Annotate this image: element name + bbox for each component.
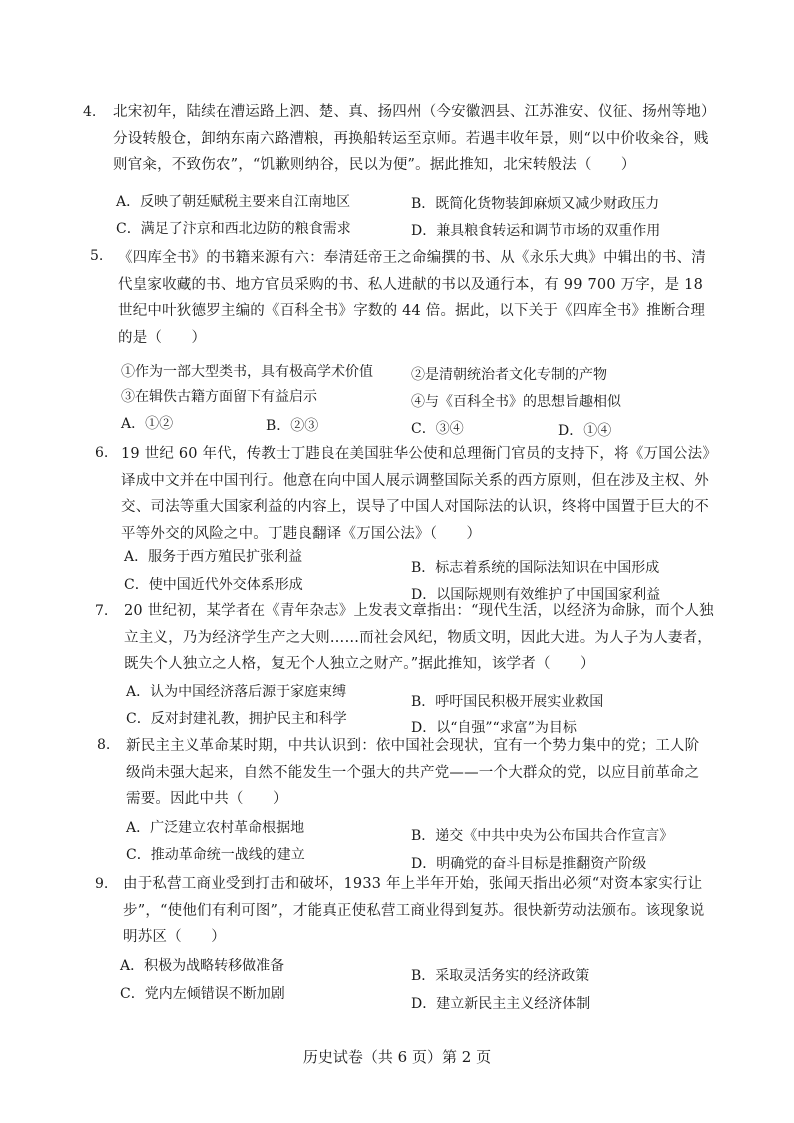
option-b[interactable]: B．呼吁国民积极开展实业救国 [411, 694, 604, 710]
option-c[interactable]: C．③④ [411, 421, 464, 437]
option-b[interactable]: B．递交《中共中央为公布国共合作宣言》 [411, 828, 674, 844]
option-d[interactable]: D．明确党的奋斗目标是推翻资产阶级 [411, 856, 647, 872]
question-stem: 由于私营工商业受到打击和破坏，1933 年上半年开始，张闻天指出必须“对资本家实行让步”，“使他们有利可图”，才能真正使私营工商业得到复苏。很快新劳动法颁布。该现象说明苏区（ ） [123, 876, 705, 945]
statement-4: ④与《百科全书》的思想旨趣相似 [411, 394, 621, 410]
option-b[interactable]: B．采取灵活务实的经济政策 [411, 968, 590, 984]
question-stem: 《四库全书》的书籍来源有六：奉清廷帝王之命编撰的书、从《永乐大典》中辑出的书、清代皇家收藏的书、地方官员采购的书、私人进献的书以及通行本，有 99 700 万字，是 18 世纪中叶狄德罗主编的《百科全书》字数的 44 倍。据此，以下关于《四库全书》推断合理的是（ ） [118, 250, 706, 346]
option-b[interactable]: B．既简化货物装卸麻烦又减少财政压力 [411, 196, 660, 212]
question-number: 8. [97, 737, 111, 753]
option-d[interactable]: D．以国际规则有效维护了中国国家利益 [411, 587, 661, 603]
question-number: 9. [95, 876, 109, 892]
option-b[interactable]: B．②③ [266, 418, 319, 434]
question-stem: 19 世纪 60 年代，传教士丁韪良在美国驻华公使和总理衙门官员的支持下，将《万国公法》译成中文并在中国刊行。他意在向中国人展示调整国际关系的西方原则，但在涉及主权、外交、司法等重大国家利益的内容上，误导了中国人对国际法的认识，终将中国置于巨大的不平等外交的风险之中。丁韪良翻译《万国公法》（ ） [121, 446, 718, 542]
option-c[interactable]: C．反对封建礼教，拥护民主和科学 [126, 711, 347, 727]
option-a[interactable]: A．认为中国经济落后源于家庭束缚 [126, 684, 347, 700]
question-stem: 北宋初年，陆续在漕运路上泗、楚、真、扬四州（今安徽泗县、江苏淮安、仪征、扬州等地）分设转般仓，卸纳东南六路漕粮，再换船转运至京师。若遇丰收年景，则“以中价收籴谷，贱则官籴，不致伤农”，“饥歉则纳谷，民以为便”。据此推知，北宋转般法（ ） [113, 104, 716, 173]
question-stem: 新民主主义革命某时期，中共认识到：依中国社会现状，宜有一个势力集中的党；工人阶级尚未强大起来，自然不能发生一个强大的共产党——一个大群众的党，以应目前革命之需要。因此中共（ ） [126, 738, 700, 807]
option-c[interactable]: C．党内左倾错误不断加剧 [120, 986, 285, 1002]
question-number: 7. [95, 603, 109, 619]
statement-1: ①作为一部大型类书，具有极高学术价值 [121, 364, 373, 380]
option-a[interactable]: A．①② [121, 416, 174, 432]
option-a[interactable]: A．反映了朝廷赋税主要来自江南地区 [116, 194, 351, 210]
question-number: 5. [90, 248, 104, 264]
option-c[interactable]: C．使中国近代外交体系形成 [124, 577, 303, 593]
question-number: 4. [83, 104, 97, 120]
option-b[interactable]: B．标志着系统的国际法知识在中国形成 [411, 560, 660, 576]
question-number: 6. [95, 445, 109, 461]
option-d[interactable]: D．建立新民主主义经济体制 [411, 996, 591, 1012]
option-a[interactable]: A．广泛建立农村革命根据地 [126, 820, 305, 836]
page-footer: 历史试卷（共 6 页）第 2 页 [302, 1048, 492, 1066]
question-stem: 20 世纪初，某学者在《青年杂志》上发表文章指出：“现代生活，以经济为命脉，而个人独立主义，乃为经济学生产之大则……而社会风纪，物质文明，因此大进。为人子为人妻者，既失个人独立之人格，复无个人独立之财产。”据此推知，该学者（ ） [124, 603, 714, 672]
option-c[interactable]: C．推动革命统一战线的建立 [126, 847, 305, 863]
statement-2: ②是清朝统治者文化专制的产物 [411, 367, 607, 383]
option-d[interactable]: D．以“自强”“求富”为目标 [411, 720, 577, 736]
option-c[interactable]: C．满足了汴京和西北边防的粮食需求 [116, 221, 351, 237]
option-d[interactable]: D．①④ [558, 423, 612, 439]
statement-3: ③在辑佚古籍方面留下有益启示 [121, 389, 317, 405]
option-a[interactable]: A．服务于西方殖民扩张利益 [124, 549, 303, 565]
option-d[interactable]: D．兼具粮食转运和调节市场的双重作用 [411, 223, 661, 239]
option-a[interactable]: A．积极为战略转移做准备 [120, 958, 285, 974]
